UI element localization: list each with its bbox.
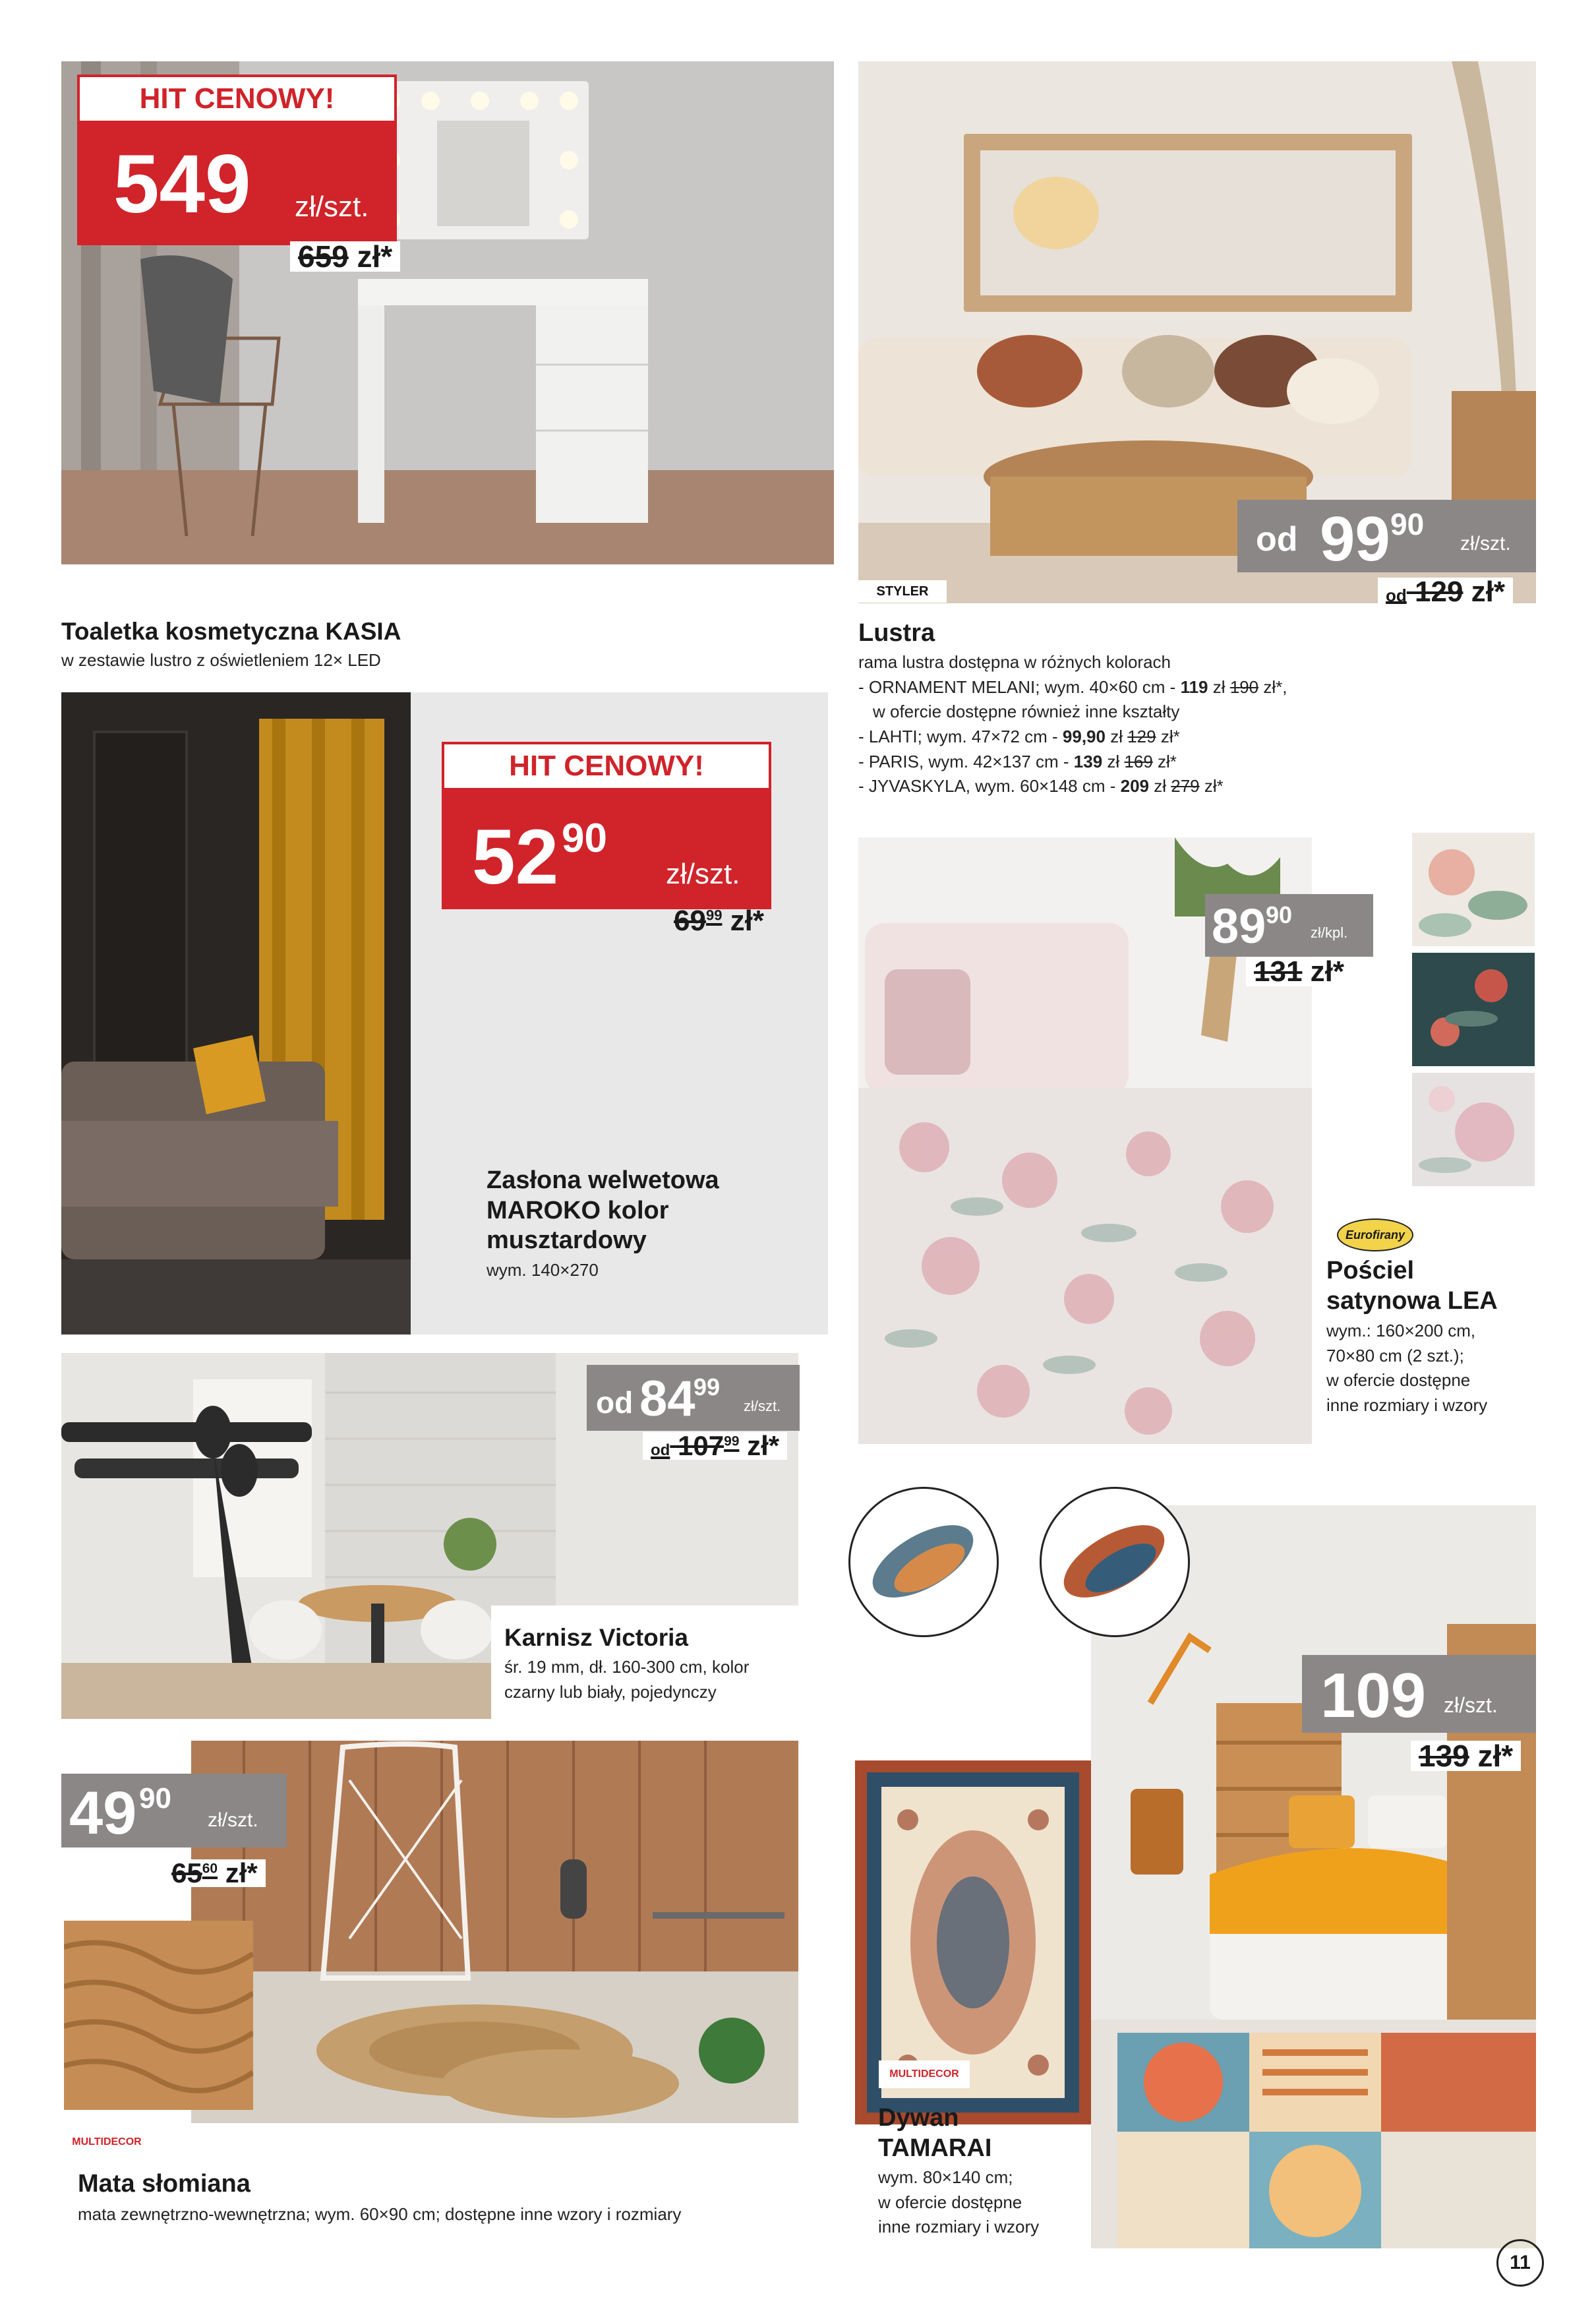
mata-price-value: 49 xyxy=(69,1780,137,1847)
mata-desc: mata zewnętrzno-wewnętrzna; wym. 60×90 cm; dostępne inne wzory i rozmiary xyxy=(78,2204,682,2224)
tamarai-desc: wym. 80×140 cm; w ofercie dostępne inne rozmiary i wzory xyxy=(878,2167,1040,2237)
lea-desc: wym.: 160×200 cm, 70×80 cm (2 szt.); w ofercie dostępne inne rozmiary i wzory xyxy=(1326,1321,1488,1416)
victoria-title: Karnisz Victoria xyxy=(504,1624,688,1651)
maroko-price-decimals: 90 xyxy=(562,816,607,861)
maroko-price-box xyxy=(442,791,771,909)
maroko-price-tag xyxy=(442,742,771,909)
victoria-price-value: 84 xyxy=(639,1371,695,1427)
kasia-price-tag xyxy=(77,75,397,245)
lustra-item: - LAHTI; wym. 47×72 cm - 99,90 zł 129 zł* xyxy=(858,727,1180,747)
kasia-price-value: 549 xyxy=(113,138,251,230)
lustra-price-prefix: od xyxy=(1256,520,1298,558)
lustra-item: w ofercie dostępne również inne kształty xyxy=(873,702,1180,722)
victoria-price-unit: zł/szt. xyxy=(744,1398,781,1414)
mata-price-unit: zł/szt. xyxy=(208,1809,258,1831)
tamarai-title: Dywan TAMARAI xyxy=(878,2104,992,2162)
lustra-desc xyxy=(858,650,1287,799)
lustra-price-decimals: 90 xyxy=(1390,507,1425,541)
mata-title: Mata słomiana xyxy=(78,2170,251,2198)
maroko-desc: wym. 140×270 xyxy=(487,1260,599,1280)
kasia-price-unit: zł/szt. xyxy=(295,191,369,223)
maroko-hit-label: HIT CENOWY! xyxy=(442,742,771,791)
victoria-desc: śr. 19 mm, dł. 160-300 cm, kolor czarny lub biały, pojedynczy xyxy=(504,1657,750,1702)
lea-price-box xyxy=(1205,894,1373,957)
lea-price-unit: zł/kpl. xyxy=(1311,924,1348,941)
lea-swatch-3 xyxy=(1412,1073,1535,1186)
lustra-item: - JYVASKYLA, wym. 60×148 cm - 209 zł 279 zł* xyxy=(858,776,1224,796)
lustra-price-box xyxy=(1237,500,1536,572)
victoria-price-prefix: od xyxy=(596,1385,634,1420)
tamarai-old-price: 139 zł* xyxy=(1411,1741,1521,1771)
kasia-title: Toaletka kosmetyczna KASIA xyxy=(61,618,401,645)
lustra-item: - ORNAMENT MELANI; wym. 40×60 cm - 119 zł 190 zł*, xyxy=(858,676,1287,697)
lea-price-decimals: 90 xyxy=(1266,901,1293,928)
victoria-price-box xyxy=(587,1365,800,1431)
page-number: 11 xyxy=(1496,2239,1544,2287)
mata-price-decimals: 90 xyxy=(139,1782,171,1815)
kasia-desc: w zestawie lustro z oświetleniem 12× LED xyxy=(61,650,381,670)
lea-swatch-1 xyxy=(1412,833,1535,946)
tamarai-price-value: 109 xyxy=(1320,1660,1427,1731)
lea-brand-logo: Eurofirany xyxy=(1337,1218,1413,1251)
lustra-brand-logo: STYLER xyxy=(858,580,947,603)
mata-price-box xyxy=(61,1774,287,1847)
lustra-price-unit: zł/szt. xyxy=(1460,533,1511,555)
mata-detail-photo xyxy=(64,1921,253,2110)
lustra-price-value: 99 xyxy=(1320,504,1390,574)
lea-swatch-2 xyxy=(1412,953,1535,1066)
victoria-old-price: od $107^{99}$ zł* xyxy=(643,1432,787,1460)
lea-title: Pościel satynowa LEA xyxy=(1326,1257,1498,1315)
tamarai-rug-roll-2 xyxy=(1040,1487,1190,1637)
lustra-item: - PARIS, wym. 42×137 cm - 139 zł 169 zł* xyxy=(858,751,1177,771)
tamarai-brand-logo: MULTIDECOR xyxy=(879,2060,970,2088)
maroko-photo xyxy=(61,692,411,1335)
kasia-hit-label: HIT CENOWY! xyxy=(77,75,397,123)
tamarai-rug-roll-1 xyxy=(848,1487,999,1637)
tamarai-price-unit: zł/szt. xyxy=(1444,1693,1498,1717)
mata-old-price: $65^{60}$ zł* xyxy=(163,1859,266,1887)
kasia-price-box xyxy=(77,123,397,245)
maroko-price-unit: zł/szt. xyxy=(666,858,740,890)
lea-price-value: 89 xyxy=(1212,899,1266,953)
maroko-old-price: $69^{99}$ zł* xyxy=(674,905,765,937)
kasia-old-price: 659 zł* xyxy=(290,241,400,272)
lustra-desc-intro: rama lustra dostępna w różnych kolorach xyxy=(858,652,1171,672)
mata-brand-logo: MULTIDECOR xyxy=(61,2128,152,2156)
lustra-title: Lustra xyxy=(858,619,935,647)
lea-old-price: 131 zł* xyxy=(1246,957,1352,986)
victoria-price-decimals: 99 xyxy=(694,1373,721,1400)
tamarai-price-box xyxy=(1302,1655,1536,1733)
maroko-title: Zasłona welwetowa MAROKO kolor musztardowy xyxy=(487,1166,719,1255)
maroko-price-value: 52 xyxy=(472,814,559,901)
lustra-old-price: od 129 zł* xyxy=(1378,578,1513,607)
